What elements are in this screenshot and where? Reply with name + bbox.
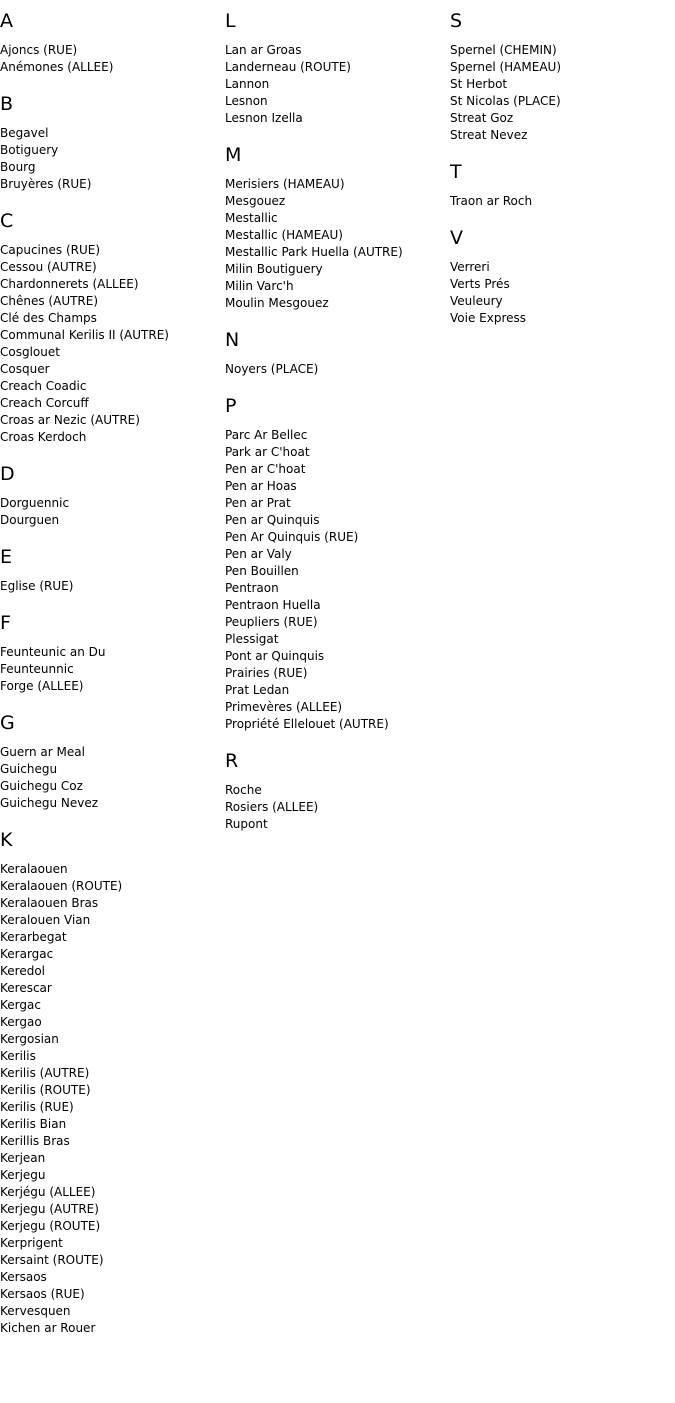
street-link[interactable]: Veuleury bbox=[450, 294, 503, 308]
letter-heading: D bbox=[0, 463, 15, 485]
street-list bbox=[225, 361, 450, 378]
street-link[interactable]: St Nicolas (PLACE) bbox=[450, 94, 561, 108]
letter-heading: G bbox=[0, 712, 15, 734]
street-link[interactable]: Bruyères (RUE) bbox=[0, 177, 92, 191]
street-link[interactable]: Communal Kerilis II (AUTRE) bbox=[0, 328, 169, 342]
street-list bbox=[225, 782, 450, 833]
letter-heading: T bbox=[450, 161, 462, 183]
street-link[interactable]: Guichegu Nevez bbox=[0, 796, 99, 810]
street-link[interactable]: Pen ar C'hoat bbox=[225, 462, 306, 476]
street-link[interactable]: Creach Corcuff bbox=[0, 396, 89, 410]
street-link[interactable]: Chardonnerets (ALLEE) bbox=[0, 277, 139, 291]
letter-group bbox=[225, 10, 450, 127]
letter-heading: B bbox=[0, 93, 14, 115]
street-index-column-1 bbox=[0, 0, 225, 1337]
street-link[interactable]: Milin Boutiguery bbox=[225, 262, 323, 276]
street-list bbox=[225, 42, 450, 127]
street-link[interactable]: Roche bbox=[225, 783, 262, 797]
street-link[interactable]: Croas ar Nezic (AUTRE) bbox=[0, 413, 140, 427]
street-link[interactable]: Moulin Mesgouez bbox=[225, 296, 329, 310]
street-link[interactable]: Kerjean bbox=[0, 1151, 46, 1165]
street-link[interactable]: Clé des Champs bbox=[0, 311, 97, 325]
street-link[interactable]: Kerarbegat bbox=[0, 930, 67, 944]
street-list bbox=[0, 644, 225, 695]
letter-heading: P bbox=[225, 395, 237, 417]
street-list bbox=[0, 861, 225, 1337]
street-link[interactable]: Capucines (RUE) bbox=[0, 243, 101, 257]
letter-heading: K bbox=[0, 829, 13, 851]
street-list bbox=[0, 125, 225, 193]
street-link[interactable]: Kerilis (RUE) bbox=[0, 1100, 74, 1114]
street-link[interactable]: Forge (ALLEE) bbox=[0, 679, 84, 693]
street-link[interactable]: Keralouen Vian bbox=[0, 913, 91, 927]
street-link[interactable]: Pen Ar Quinquis (RUE) bbox=[225, 530, 359, 544]
street-link[interactable]: Kerjégu (ALLEE) bbox=[0, 1185, 96, 1199]
street-link[interactable]: Kervesquen bbox=[0, 1304, 71, 1318]
street-list bbox=[0, 242, 225, 446]
street-link[interactable]: Milin Varc'h bbox=[225, 279, 294, 293]
street-link[interactable]: Parc Ar Bellec bbox=[225, 428, 308, 442]
street-link[interactable]: Dourguen bbox=[0, 513, 60, 527]
street-list bbox=[0, 578, 225, 595]
street-link[interactable]: Kerjegu bbox=[0, 1168, 46, 1182]
street-link[interactable]: Plessigat bbox=[225, 632, 279, 646]
street-link[interactable]: Mestallic bbox=[225, 211, 278, 225]
letter-group bbox=[0, 93, 225, 193]
street-link[interactable]: Cessou (AUTRE) bbox=[0, 260, 97, 274]
street-link[interactable]: Spernel (HAMEAU) bbox=[450, 60, 561, 74]
letter-heading: F bbox=[0, 612, 11, 634]
letter-heading: M bbox=[225, 144, 242, 166]
street-link[interactable]: Creach Coadic bbox=[0, 379, 87, 393]
street-link[interactable]: Merisiers (HAMEAU) bbox=[225, 177, 345, 191]
street-link[interactable]: Kergosian bbox=[0, 1032, 59, 1046]
street-link[interactable]: Park ar C'hoat bbox=[225, 445, 310, 459]
street-link[interactable]: Croas Kerdoch bbox=[0, 430, 87, 444]
street-link[interactable]: Anémones (ALLEE) bbox=[0, 60, 114, 74]
letter-heading: S bbox=[450, 10, 463, 32]
street-link[interactable]: Kichen ar Rouer bbox=[0, 1321, 96, 1335]
street-link[interactable]: Chênes (AUTRE) bbox=[0, 294, 99, 308]
letter-heading: V bbox=[450, 227, 463, 249]
street-list bbox=[225, 427, 450, 733]
letter-group bbox=[225, 144, 450, 312]
street-link[interactable]: Guern ar Meal bbox=[0, 745, 85, 759]
street-link[interactable]: Kerilis (AUTRE) bbox=[0, 1066, 90, 1080]
street-link[interactable]: Kergao bbox=[0, 1015, 42, 1029]
street-link[interactable]: Rosiers (ALLEE) bbox=[225, 800, 319, 814]
street-link[interactable]: Kerescar bbox=[0, 981, 52, 995]
street-link[interactable]: Lesnon Izella bbox=[225, 111, 303, 125]
street-link[interactable]: Mestallic Park Huella (AUTRE) bbox=[225, 245, 403, 259]
street-link[interactable]: Kerargac bbox=[0, 947, 54, 961]
street-link[interactable]: Lan ar Groas bbox=[225, 43, 302, 57]
letter-heading: N bbox=[225, 329, 240, 351]
street-link[interactable]: Prat Ledan bbox=[225, 683, 290, 697]
street-link[interactable]: Prairies (RUE) bbox=[225, 666, 308, 680]
street-link[interactable]: Feunteunic an Du bbox=[0, 645, 106, 659]
street-link[interactable]: Keralaouen bbox=[0, 862, 68, 876]
street-link[interactable]: Botiguery bbox=[0, 143, 59, 157]
street-link[interactable]: Keralaouen (ROUTE) bbox=[0, 879, 123, 893]
letter-group bbox=[0, 463, 225, 529]
letter-group bbox=[225, 750, 450, 833]
street-list bbox=[0, 744, 225, 812]
street-link[interactable]: Voie Express bbox=[450, 311, 527, 325]
street-list bbox=[450, 259, 675, 327]
street-link[interactable]: Streat Nevez bbox=[450, 128, 528, 142]
street-link[interactable]: Kergac bbox=[0, 998, 41, 1012]
letter-group bbox=[0, 712, 225, 812]
street-link[interactable]: Keralaouen Bras bbox=[0, 896, 99, 910]
letter-heading: R bbox=[225, 750, 239, 772]
letter-group bbox=[450, 161, 675, 210]
street-link[interactable]: Keredol bbox=[0, 964, 45, 978]
letter-group bbox=[225, 395, 450, 733]
letter-group bbox=[0, 546, 225, 595]
street-link[interactable]: Mestallic (HAMEAU) bbox=[225, 228, 343, 242]
letter-group bbox=[225, 329, 450, 378]
street-link[interactable]: Lesnon bbox=[225, 94, 268, 108]
street-link[interactable]: Peupliers (RUE) bbox=[225, 615, 318, 629]
street-link[interactable]: Cosquer bbox=[0, 362, 50, 376]
street-link[interactable]: Pont ar Quinquis bbox=[225, 649, 325, 663]
street-list bbox=[0, 495, 225, 529]
letter-group bbox=[450, 227, 675, 327]
street-link[interactable]: Dorguennic bbox=[0, 496, 70, 510]
street-link[interactable]: Kerjegu (ROUTE) bbox=[0, 1219, 101, 1233]
letter-group bbox=[0, 829, 225, 1337]
street-link[interactable]: Kerilis bbox=[0, 1049, 36, 1063]
street-link[interactable]: Pen ar Valy bbox=[225, 547, 292, 561]
street-link[interactable]: Kerilis (ROUTE) bbox=[0, 1083, 91, 1097]
street-list bbox=[225, 176, 450, 312]
street-link[interactable]: Kersaint (ROUTE) bbox=[0, 1253, 104, 1267]
letter-heading: C bbox=[0, 210, 14, 232]
letter-group bbox=[450, 10, 675, 144]
street-link[interactable]: Pentraon Huella bbox=[225, 598, 321, 612]
street-index-column-2 bbox=[225, 0, 450, 833]
street-link[interactable]: Propriété Ellelouet (AUTRE) bbox=[225, 717, 389, 731]
street-link[interactable]: Kersaos (RUE) bbox=[0, 1287, 85, 1301]
street-link[interactable]: Guichegu Coz bbox=[0, 779, 83, 793]
letter-group bbox=[0, 612, 225, 695]
street-link[interactable]: Eglise (RUE) bbox=[0, 579, 74, 593]
street-link[interactable]: Begavel bbox=[0, 126, 49, 140]
street-link[interactable]: Verts Prés bbox=[450, 277, 510, 291]
street-link[interactable]: Kerjegu (AUTRE) bbox=[0, 1202, 99, 1216]
street-link[interactable]: Cosglouet bbox=[0, 345, 60, 359]
street-link[interactable]: Kerilis Bian bbox=[0, 1117, 67, 1131]
letter-heading: E bbox=[0, 546, 13, 568]
street-list bbox=[450, 193, 675, 210]
letter-heading: L bbox=[225, 10, 236, 32]
street-link[interactable]: Noyers (PLACE) bbox=[225, 362, 319, 376]
letter-heading: A bbox=[0, 10, 13, 32]
street-link[interactable]: Spernel (CHEMIN) bbox=[450, 43, 557, 57]
street-link[interactable]: Ajoncs (RUE) bbox=[0, 43, 78, 57]
street-link[interactable]: Guichegu bbox=[0, 762, 58, 776]
street-link[interactable]: Pentraon bbox=[225, 581, 279, 595]
street-link[interactable]: St Herbot bbox=[450, 77, 508, 91]
street-link[interactable]: Feunteunnic bbox=[0, 662, 74, 676]
street-link[interactable]: Kerprigent bbox=[0, 1236, 63, 1250]
street-list bbox=[0, 42, 225, 76]
street-link[interactable]: Kerillis Bras bbox=[0, 1134, 70, 1148]
street-link[interactable]: Bourg bbox=[0, 160, 36, 174]
street-link[interactable]: Pen Bouillen bbox=[225, 564, 299, 578]
street-link[interactable]: Pen ar Hoas bbox=[225, 479, 297, 493]
letter-group bbox=[0, 210, 225, 446]
street-link[interactable]: Primevères (ALLEE) bbox=[225, 700, 343, 714]
street-index-column-3 bbox=[450, 0, 675, 327]
street-link[interactable]: Verreri bbox=[450, 260, 490, 274]
letter-group bbox=[0, 10, 225, 76]
street-link[interactable]: Pen ar Prat bbox=[225, 496, 291, 510]
street-link[interactable]: Landerneau (ROUTE) bbox=[225, 60, 351, 74]
street-list bbox=[450, 42, 675, 144]
street-link[interactable]: Traon ar Roch bbox=[450, 194, 533, 208]
street-link[interactable]: Rupont bbox=[225, 817, 268, 831]
street-link[interactable]: Pen ar Quinquis bbox=[225, 513, 320, 527]
street-link[interactable]: Lannon bbox=[225, 77, 270, 91]
street-link[interactable]: Kersaos bbox=[0, 1270, 47, 1284]
street-link[interactable]: Streat Goz bbox=[450, 111, 514, 125]
street-link[interactable]: Mesgouez bbox=[225, 194, 286, 208]
